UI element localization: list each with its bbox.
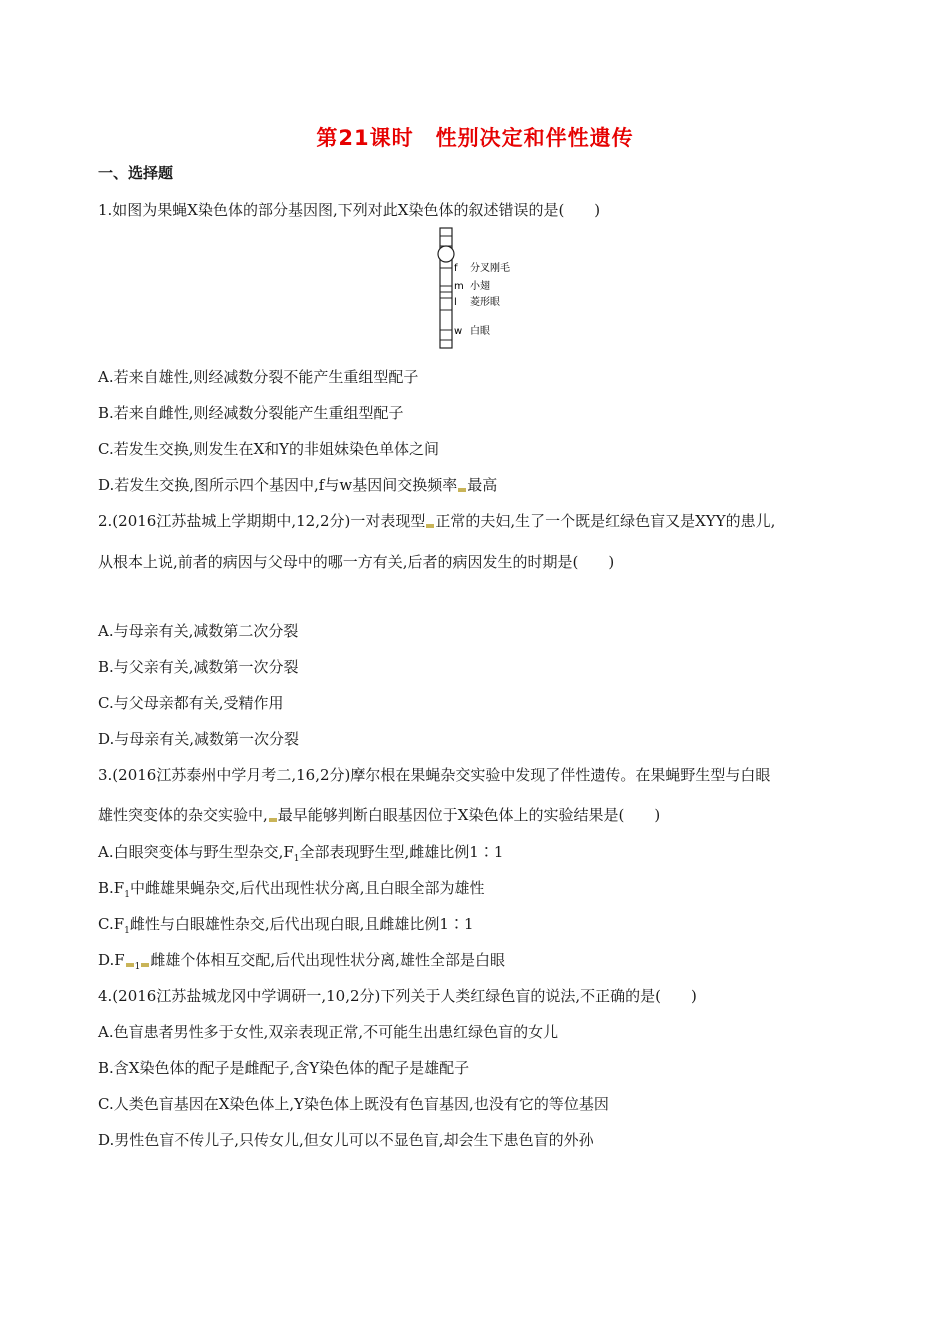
gene-m-symbol: m: [454, 281, 464, 292]
q2-stem-line2: 从根本上说,前者的病因与父母中的哪一方有关,后者的病因发生的时期是( ): [98, 553, 615, 571]
gene-w-symbol: w: [454, 326, 463, 337]
q4-option-a: A.色盲患者男性多于女性,双亲表现正常,不可能生出患红绿色盲的女儿: [98, 1023, 559, 1041]
gene-f-symbol: f: [454, 263, 458, 274]
section-heading: 一、选择题: [98, 164, 174, 182]
q2-stem-line1: 2.(2016江苏盐城上学期期中,12,2分)一对表现型 正常的夫妇,生了一个既是红绿色盲又是XYY的患儿,: [98, 512, 776, 530]
q1-option-b: B.若来自雌性,则经减数分裂能产生重组型配子: [98, 404, 404, 422]
x-chromosome-diagram: [430, 226, 550, 350]
q3-option-a: A.白眼突变体与野生型杂交$,F_1$全部表现野生型,雌雄比例1∶1: [98, 843, 504, 864]
q3-option-d: D.F $_1$ 雌雄个体相互交配,后代出现性状分离,雄性全部是白眼: [98, 951, 505, 972]
q1-option-a: A.若来自雄性,则经减数分裂不能产生重组型配子: [98, 368, 419, 386]
q4-stem: 4.(2016江苏盐城龙冈中学调研一,10,2分)下列关于人类红绿色盲的说法,不正确的是( ): [98, 987, 697, 1005]
q1-option-d: D.若发生交换,图所示四个基因中,f与w基因间交换频率 最高: [98, 476, 498, 494]
page-title: 第21课时 性别决定和伴性遗传: [316, 126, 634, 150]
q1-stem: 1.如图为果蝇X染色体的部分基因图,下列对此X染色体的叙述错误的是( ): [98, 201, 601, 219]
q3-stem-line2: 雄性突变体的杂交实验中, 最早能够判断白眼基因位于X染色体上的实验结果是( ): [98, 806, 661, 824]
centromere: [438, 246, 454, 262]
q3-option-b: $B.F_1$中雌雄果蝇杂交,后代出现性状分离,且白眼全部为雄性: [98, 879, 485, 900]
q3-option-c: $C.F_1$雌性与白眼雄性杂交,后代出现白眼,且雌雄比例1∶1: [98, 915, 474, 936]
q4-option-d: D.男性色盲不传儿子,只传女儿,但女儿可以不显色盲,却会生下患色盲的外孙: [98, 1131, 594, 1149]
q1-option-c: C.若发生交换,则发生在X和Y的非姐妹染色单体之间: [98, 440, 440, 458]
q2-option-a: A.与母亲有关,减数第二次分裂: [98, 622, 299, 640]
gene-w-name: 白眼: [470, 326, 490, 337]
gene-m-name: 小翅: [470, 281, 490, 292]
gene-l-name: 菱形眼: [470, 297, 500, 308]
q4-option-b: B.含X染色体的配子是雌配子,含Y染色体的配子是雄配子: [98, 1059, 470, 1077]
q4-option-c: C.人类色盲基因在X染色体上,Y染色体上既没有色盲基因,也没有它的等位基因: [98, 1095, 609, 1113]
gene-f-name: 分叉刚毛: [470, 263, 510, 274]
q2-option-d: D.与母亲有关,减数第一次分裂: [98, 730, 300, 748]
gene-l-symbol: l: [454, 297, 457, 308]
q2-option-c: C.与父母亲都有关,受精作用: [98, 694, 284, 712]
q2-option-b: B.与父亲有关,减数第一次分裂: [98, 658, 299, 676]
q3-stem-line1: 3.(2016江苏泰州中学月考二,16,2分)摩尔根在果蝇杂交实验中发现了伴性遗传。在果蝇野生型与白眼: [98, 766, 771, 784]
